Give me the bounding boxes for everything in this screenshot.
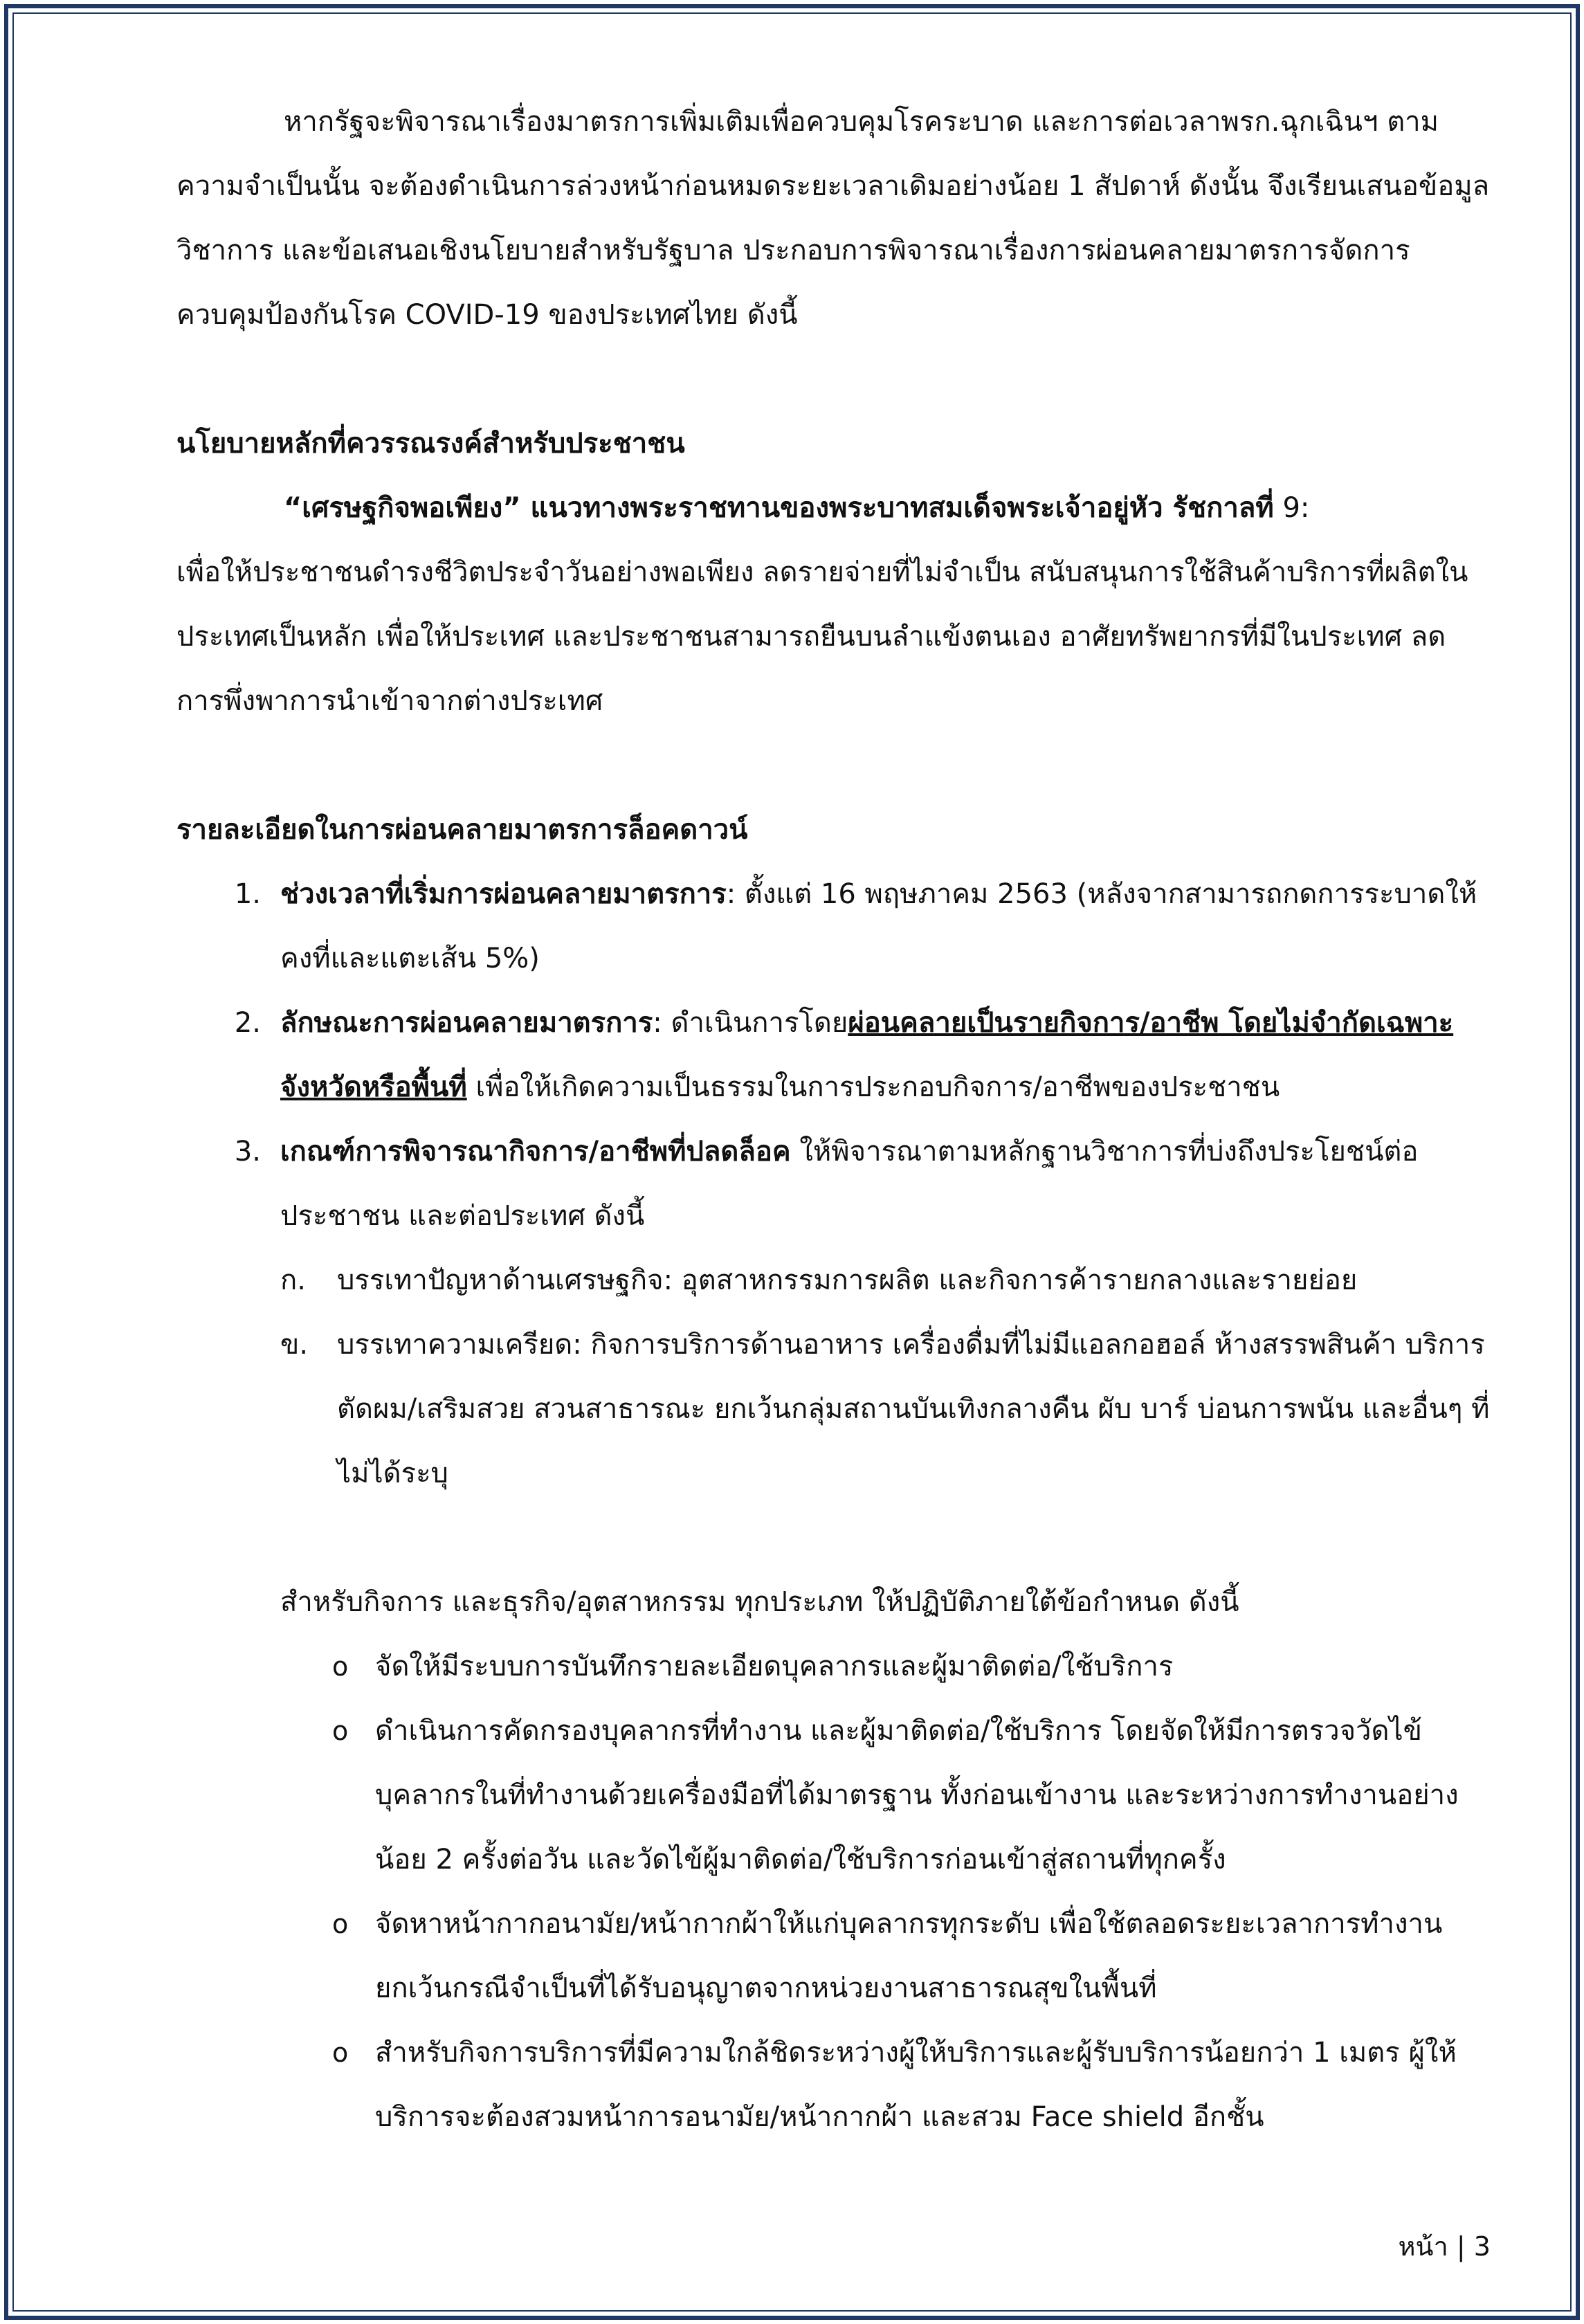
- policy-text: เพื่อให้ประชาชนดำรงชีวิตประจำวันอย่างพอเพียง ลดรายจ่ายที่ไม่จำเป็น สนับสนุนการใช้สินค้าบริการที่ผลิตในประเทศเป็นหลัก เพื่อให้ประเทศ และประชาชนสามารถยืนบนลำแข้งตนเอง อาศัยทรัพยากรที่มีในประเทศ ลดการพึ่งพาการนำเข้าจากต่างประเทศ: [176, 556, 1468, 717]
- item-body: [280, 862, 1491, 991]
- general-requirements-intro: สำหรับกิจการ และธุรกิจ/อุตสาหกรรม ทุกประเภท ให้ปฏิบัติภายใต้ข้อกำหนด ดังนี้: [280, 1586, 1239, 1618]
- spacer: [176, 734, 1491, 798]
- policy-lead: “เศรษฐกิจพอเพียง” แนวทางพระราชทานของพระบาทสมเด็จพระเจ้าอยู่หัว รัชกาลที่: [284, 492, 1274, 524]
- bullet-item: [332, 2021, 1491, 2150]
- circle-bullet-icon: o: [332, 1716, 349, 1746]
- bullet-item: [332, 1699, 1491, 1892]
- item-number: 2.: [234, 1007, 261, 1039]
- item-title: เกณฑ์การพิจารณากิจการ/อาชีพที่ปลดล็อค: [280, 1136, 791, 1168]
- sub-item-mark: ก.: [280, 1264, 306, 1296]
- item-text: : ดำเนินการโดย: [653, 1007, 848, 1039]
- circle-bullet-icon: o: [332, 1909, 349, 1939]
- spacer: [176, 1506, 1491, 1570]
- policy-heading: นโยบายหลักที่ควรรณรงค์สำหรับประชาชน: [176, 428, 685, 460]
- details-heading: รายละเอียดในการผ่อนคลายมาตรการล็อคดาวน์: [176, 814, 748, 846]
- circle-bullet-icon: o: [332, 2037, 349, 2068]
- numbered-item-1: [176, 862, 1491, 991]
- circle-bullet-icon: o: [332, 1651, 349, 1682]
- item-text: : ตั้งแต่ 16 พฤษภาคม 2563 (หลังจากสามารถกดการระบาดให้คงที่และแตะเส้น 5%): [280, 878, 1477, 974]
- intro-paragraph: หากรัฐจะพิจารณาเรื่องมาตรการเพิ่มเติมเพื่อควบคุมโรคระบาด และการต่อเวลาพรก.ฉุกเฉินฯ ตามความจำเป็นนั้น จะต้องดำเนินการล่วงหน้าก่อนหมดระยะเวลาเดิมอย่างน้อย 1 สัปดาห์ ดังนั้น จึงเรียนเสนอข้อมูลวิชาการ และข้อเสนอเชิงนโยบายสำหรับรัฐบาล ประกอบการพิจารณาเรื่องการผ่อนคลายมาตรการจัดการควบคุมป้องกันโรค COVID-19 ของประเทศไทย ดังนี้: [176, 106, 1490, 331]
- page-number: หน้า | 3: [1398, 2231, 1491, 2262]
- item-number: 1.: [234, 878, 261, 910]
- numbered-item-3: [176, 1120, 1491, 1249]
- sub-item-ko: [280, 1249, 1491, 1313]
- sub-item-text: บรรเทาปัญหาด้านเศรษฐกิจ: อุตสาหกรรมการผลิต และกิจการค้ารายกลางและรายย่อย: [337, 1264, 1358, 1296]
- bullet-text: จัดให้มีระบบการบันทึกรายละเอียดบุคลากรและผู้มาติดต่อ/ใช้บริการ: [375, 1651, 1174, 1682]
- bullet-text: จัดหาหน้ากากอนามัย/หน้ากากผ้าให้แก่บุคลากรทุกระดับ เพื่อใช้ตลอดระยะเวลาการทำงาน ยกเว้นกรณีจำเป็นที่ได้รับอนุญาตจากหน่วยงานสาธารณสุขในพื้นที่: [375, 1908, 1443, 2004]
- item-number: 3.: [234, 1136, 261, 1168]
- document-body: [176, 90, 1491, 2150]
- spacer: [176, 347, 1491, 412]
- item-text-continued: เพื่อให้เกิดความเป็นธรรมในการประกอบกิจการ/อาชีพของประชาชน: [466, 1071, 1280, 1103]
- bullet-text: ดำเนินการคัดกรองบุคลากรที่ทำงาน และผู้มาติดต่อ/ใช้บริการ โดยจัดให้มีการตรวจวัดไข้บุคลากรในที่ทำงานด้วยเครื่องมือที่ได้มาตรฐาน ทั้งก่อนเข้างาน และระหว่างการทำงานอย่างน้อย 2 ครั้งต่อวัน และวัดไข้ผู้มาติดต่อ/ใช้บริการก่อนเข้าสู่สถานที่ทุกครั้ง: [375, 1715, 1459, 1876]
- bullet-text: สำหรับกิจการบริการที่มีความใกล้ชิดระหว่างผู้ให้บริการและผู้รับบริการน้อยกว่า 1 เมตร ผู้ให้บริการจะต้องสวมหน้าการอนามัย/หน้ากากผ้า และสวม Face shield อีกชั้น: [375, 2037, 1457, 2133]
- numbered-item-2: [176, 991, 1491, 1120]
- bullet-item: [332, 1635, 1491, 1699]
- item-text: ให้พิจารณาตามหลักฐานวิชาการที่บ่งถึงประโยชน์ต่อประชาชน และต่อประเทศ ดังนี้: [280, 1136, 1419, 1232]
- policy-lead-number: 9:: [1273, 492, 1310, 524]
- item-title: ช่วงเวลาที่เริ่มการผ่อนคลายมาตรการ: [280, 878, 727, 910]
- policy-paragraph: [176, 476, 1491, 541]
- sub-item-kho: [280, 1313, 1491, 1506]
- sub-item-text: บรรเทาความเครียด: กิจการบริการด้านอาหาร เครื่องดื่มที่ไม่มีแอลกอฮอล์ ห้างสรรพสินค้า บริการตัดผม/เสริมสวย สวนสาธารณะ ยกเว้นกลุ่มสถานบันเทิงกลางคืน ผับ บาร์ บ่อนการพนัน และอื่นๆ ที่ไม่ได้ระบุ: [337, 1329, 1490, 1489]
- bullet-item: [332, 1892, 1491, 2021]
- sub-item-mark: ข.: [280, 1329, 309, 1361]
- item-title: ลักษณะการผ่อนคลายมาตรการ: [280, 1007, 653, 1039]
- item-body: [280, 1120, 1491, 1249]
- item-emphasis: ผ่อนคลายเป็นรายกิจการ/อาชีพ โดยไม่จำกัดเฉพาะจังหวัดหรือพื้นที่: [280, 1007, 1454, 1103]
- item-body: [280, 991, 1491, 1120]
